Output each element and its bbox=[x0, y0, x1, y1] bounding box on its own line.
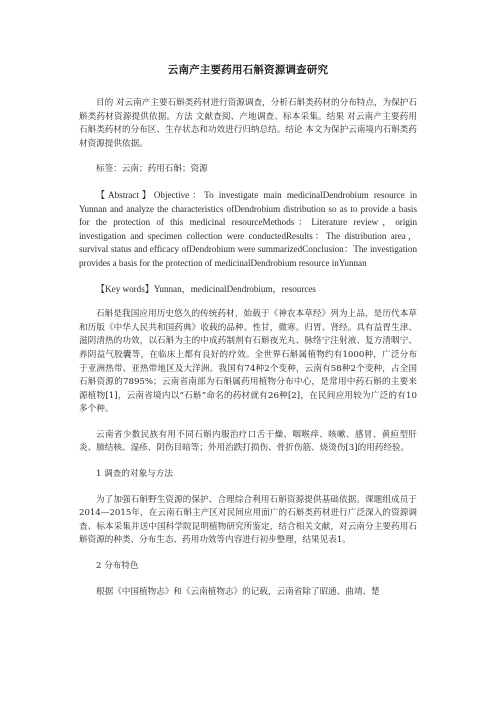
english-keywords: 【Key words】Yunnan，medicinalDendrobium，resources bbox=[96, 283, 316, 294]
chinese-abstract: 目的 对云南产主要石斛类药材进行资源调查，分析石斛类药材的分布特点，为保护石斛类药材资源提供依据。方法 文献查阅、产地调查、标本采集。结果 对云南产主要药用石斛类药材的分布区、生存状态和功效进行归纳总结。结论 本文为保护云南境内石斛类药材资源提供依据。 bbox=[79, 98, 417, 149]
section-2-paragraph: 根据《中国植物志》和《云南植物志》的记载，云南省除了昭通、曲靖、楚 bbox=[96, 586, 380, 597]
section-2-heading: 2 分布特色 bbox=[96, 561, 139, 572]
intro-paragraph-1: 石斛是我国应用历史悠久的传统药材，始载于《神农本草经》列为上品，是历代本草和历版《中华人民共和国药典》收载的品种。性甘，微寒。归胃、肾经。具有益胃生津、滋阴清热的功效，以石斛为主的中成药制剂有石斛夜光丸、脉络宁注射液、复方清咽宁、养阴益气胶囊等，在临床上都有良好的疗效。全世界石斛属植物约有1000种，广泛分布于亚洲热带、亚热带地区及大洋洲。我国有74种2个变种，云南有58种2个变种，占全国石斛资源的7895%；云南省南部为石斛属药用植物分布中心，是常用中药石斛的主要来源植物[1]，云南省境内以“石斛”命名的药材就有26种[2]，在民间应用较为广泛的有10多个种。 bbox=[79, 309, 417, 415]
paper-title: 云南产主要药用石斛资源调查研究 bbox=[167, 64, 329, 76]
english-abstract: 【Abstract】Objective：To investigate main medicinalDendrobium resource in Yunnan and analyze the characteristics ofDendrobium distribution so as to provide a basis for the protection of this medicinal resourceMethods：Literature review，origin investigation and specimen collection were conductedResults：The distribution area，survival status and efficacy ofDendrobium were summarizedConclusion：The investigation provides a basis for the protection of medicinalDendrobium resource inYunnan bbox=[79, 189, 417, 268]
document-page bbox=[79, 62, 417, 611]
intro-paragraph-2: 云南省少数民族有用不同石斛内服治疗口舌干燥、咽喉痒、咳嗽、感冒、黄疸型肝炎、肺结核、湿疹、阴伤目暗等；外用治跌打损伤、骨折伤筋、烧烫伤[3]的用药经验。 bbox=[79, 429, 417, 454]
section-1-paragraph: 为了加强石斛野生资源的保护、合理综合利用石斛资源提供基础依据。课题组成员于2014—2015年，在云南石斛主产区对民间应用面广的石斛类药材进行广泛深入的资源调查、标本采集并送中国科学院昆明植物研究所鉴定，结合相关文献，对云南分主要药用石斛资源的种类、分布生态、药用功效等内容进行初步整理，结果见表1。 bbox=[79, 494, 417, 546]
section-1-heading: 1 调查的对象与方法 bbox=[96, 469, 173, 480]
chinese-keywords: 标签：云南；药用石斛；资源 bbox=[96, 164, 208, 175]
